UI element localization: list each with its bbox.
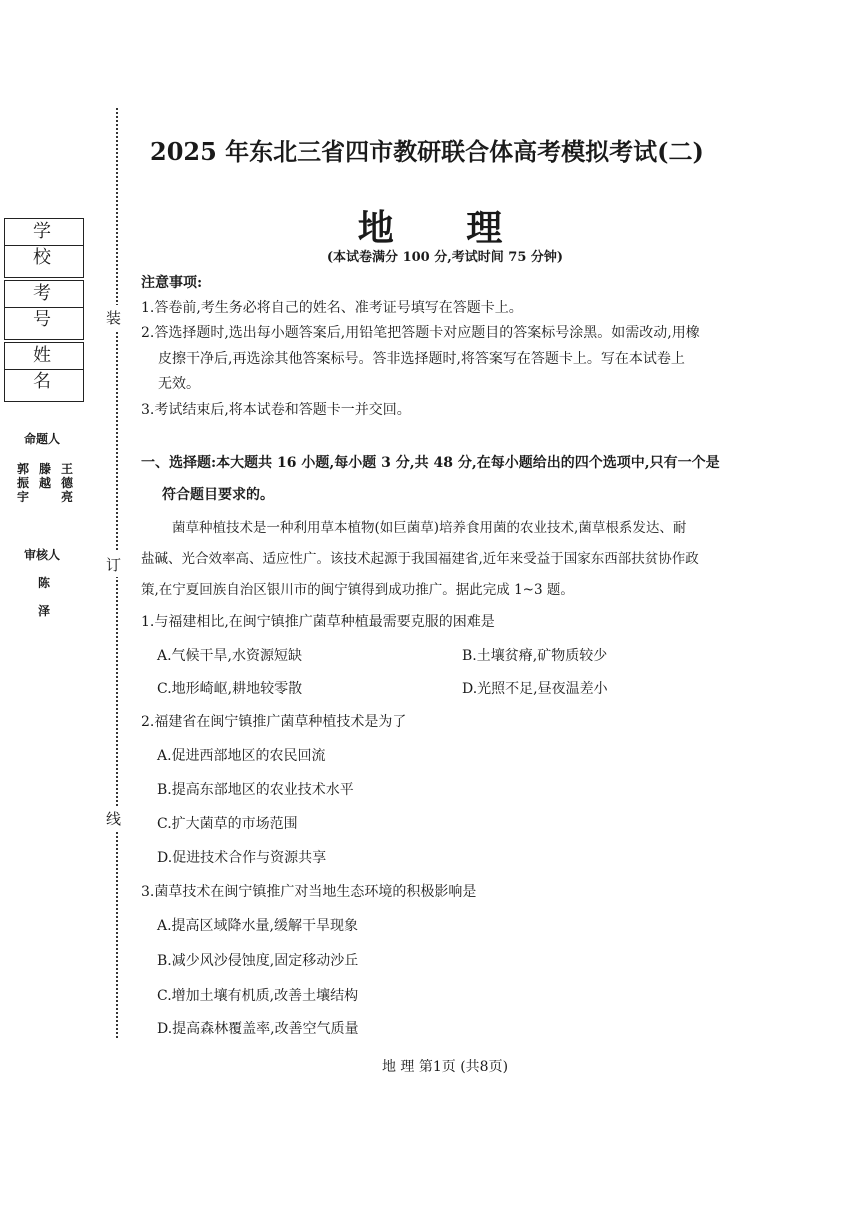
exam-title: 2025 年东北三省四市教研联合体高考模拟考试(二) — [150, 137, 704, 166]
question-1-option-d: D.光照不足,昼夜温差小 — [462, 681, 608, 697]
exam-number-label: 考 号 — [5, 281, 83, 308]
section-heading-cont: 符合题目要求的。 — [162, 487, 274, 503]
section-heading: 一、选择题:本大题共 16 小题,每小题 3 分,共 48 分,在每小题给出的四个选项中,只有一个是 — [141, 455, 720, 471]
notes-heading: 注意事项: — [141, 275, 203, 291]
question-2-option-a: A.促进西部地区的农民回流 — [157, 748, 326, 764]
author-name-2: 滕越 — [38, 462, 51, 490]
question-2-option-b: B.提高东部地区的农业技术水平 — [157, 782, 354, 798]
note-item-2-cont2: 无效。 — [158, 376, 200, 392]
question-1-option-c: C.地形崎岖,耕地较零散 — [157, 681, 303, 697]
exam-number-box — [4, 280, 84, 340]
binding-char-zhuang: 装 — [106, 305, 121, 330]
question-3-stem: 3.菌草技术在闽宁镇推广对当地生态环境的积极影响是 — [141, 884, 477, 900]
question-3-option-a: A.提高区域降水量,缓解干旱现象 — [157, 918, 359, 934]
question-1-stem: 1.与福建相比,在闽宁镇推广菌草种植最需要克服的困难是 — [141, 614, 495, 630]
question-2-option-c: C.扩大菌草的市场范围 — [157, 816, 298, 832]
question-2-stem: 2.福建省在闽宁镇推广菌草种植技术是为了 — [141, 714, 407, 730]
reviewer-name-1: 陈 — [38, 576, 51, 590]
exam-info-note: (本试卷满分 100 分,考试时间 75 分钟) — [326, 250, 564, 265]
name-label: 姓 名 — [5, 343, 83, 370]
author-name-1: 郭振宇 — [16, 462, 29, 504]
passage-line-3: 策,在宁夏回族自治区银川市的闽宁镇得到成功推广。据此完成 1~3 题。 — [141, 582, 574, 598]
name-box — [4, 342, 84, 402]
question-3-option-b: B.减少风沙侵蚀度,固定移动沙丘 — [157, 953, 359, 969]
note-item-2-cont: 皮擦干净后,再选涂其他答案标号。答非选择题时,将答案写在答题卡上。写在本试卷上 — [158, 351, 685, 367]
subject-title: 地 理 — [357, 207, 533, 249]
question-3-option-d: D.提高森林覆盖率,改善空气质量 — [157, 1021, 359, 1037]
question-3-option-c: C.增加土壤有机质,改善土壤结构 — [157, 988, 359, 1004]
question-1-option-a: A.气候干旱,水资源短缺 — [157, 648, 303, 664]
binding-char-ding: 订 — [106, 552, 121, 577]
page-footer: 地 理 第1页 (共8页) — [381, 1059, 509, 1075]
note-item-2: 2.答选择题时,选出每小题答案后,用铅笔把答题卡对应题目的答案标号涂黑。如需改动,用橡 — [141, 325, 700, 341]
question-2-option-d: D.促进技术合作与资源共享 — [157, 850, 327, 866]
reviewer-name-2: 泽 — [38, 604, 51, 618]
binding-char-xian: 线 — [106, 806, 121, 831]
passage-line-2: 盐碱、光合效率高、适应性广。该技术起源于我国福建省,近年来受益于国家东西部扶贫协作政 — [141, 551, 699, 567]
passage-line-1: 菌草种植技术是一种利用草本植物(如巨菌草)培养食用菌的农业技术,菌草根系发达、耐 — [172, 520, 687, 536]
school-label: 学 校 — [5, 219, 83, 246]
note-item-3: 3.考试结束后,将本试卷和答题卡一并交回。 — [141, 402, 411, 418]
question-1-option-b: B.土壤贫瘠,矿物质较少 — [462, 648, 608, 664]
note-item-1: 1.答卷前,考生务必将自己的姓名、准考证号填写在答题卡上。 — [141, 300, 523, 316]
reviewer-label: 审核人 — [24, 548, 61, 562]
author-label: 命题人 — [24, 432, 61, 446]
author-name-3: 王德亮 — [60, 462, 73, 504]
